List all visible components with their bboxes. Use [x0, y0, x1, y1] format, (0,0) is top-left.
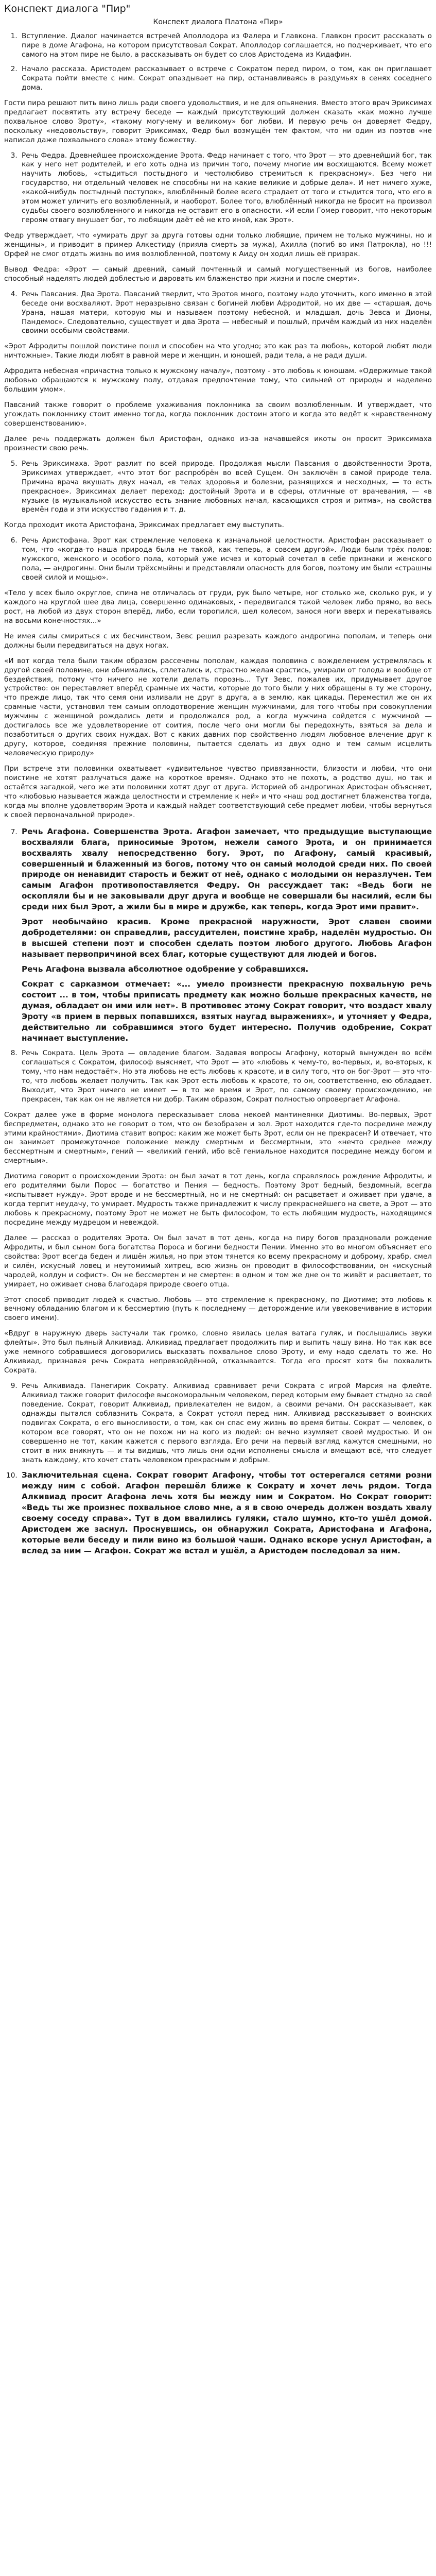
aristophanes-list: [4, 536, 432, 583]
list-item-text: Речь Эриксимаха. Эрот разлит по всей природе. Продолжая мысли Павсания о двойственности Эрота, Эриксимах утверждает, «что этот бог распробрён во всей Сущем. Он заключён в самой природе тела. Причина врача вкушать двух начал, «в телах здоровья и болезни, разнящихся и несходных, — то есть прекрасное». Эриксимах делает переход: достойный Эрота и в сферы, отличные от врачевания, — «в музыке (в музыкальной искусство есть знание любовных начал, касающихся строя и ритма», на свойства времён года и эти искусство гадания и т. д.: [22, 459, 432, 514]
list-item: [20, 290, 432, 336]
list-item: [20, 1049, 432, 1105]
list-item-text: Вступление. Диалог начинается встречей Аполлодора из Фалера и Главкона. Главкон просит рассказать о пире в доме Агафона, на котором присутствовал Сократ. Аполлодор соглашается, но подчеркивает, что его самого на этом пире не было, а рассказывать он будет со слов Аристодема из Кидафин.: [22, 32, 432, 59]
paragraph-guests: Гости пира решают пить вино лишь ради своего удовольствия, и не для опьянения. Вместо этого врач Эриксимах предлагает посвятить эту встречу беседе — каждый присутствующий должен сказать «как можно лучше похвальное слово Эроту», «такому могучему и великому» бог любви. И первую речь он доверяет Федру, поскольку «недовольству», говорит Эриксимах, Федр был возмущён тем фактом, что ни один из поэтов «не написал даже похвального слова» этому божеству.: [4, 98, 432, 144]
paragraph: «Тело у всех было округлое, спина не отличалась от груди, рук было четыре, ног столько же, сколько рук, и у каждого на круглой шее два лица, совершенно одинаковых, - передвигался такой человек либо прямо, во весь рост, на любой из двух сторон вперёд, либо, если торопился, шел колесом, занося ноги вверх и перекатываясь на восьми конечностях...»: [4, 589, 432, 625]
list-item: [20, 460, 432, 515]
list-item-text: Речь Сократа. Цель Эрота — овладение благом. Задавая вопросы Агафону, который вынужден во всём соглашаться с Сократом, философ выясняет, что Эрот — это «любовь к чему-то, во-первых, и, во-вторых, к тому, что нам недостаёт». Но эта любовь не есть любовь к красоте, и в силу того, что он бог-Эрот — это что-то, что любовь желает получить. Так как Эрот есть любовь к красоте, то он, соответственно, ею обладает. Выходит, что Эрот ничего не имеет — в то же время и Эрот, по самому своему происхождению, не прекрасен, так как он не является ни добр. Таким образом, Сократ полностью опровергает Агафона.: [22, 1049, 432, 1104]
paragraph: Павсаний также говорит о проблеме ухаживания поклонника за своим возлюбленным. И утверждает, что угождать поклоннику стоит именно тогда, когда поклонник достоин этого и когда это ведёт к «нравственному совершенствованию».: [4, 401, 432, 428]
paragraph: Речь Агафона вызвала абсолютное одобрение у собравшихся.: [22, 964, 309, 974]
list-item: [20, 32, 432, 60]
list-item-text: Речь Федра. Древнейшее происхождение Эрота. Федр начинает с того, что Эрот — это древнейший бог, так как у него нет родителей, и его хоть одна из причин того, почему многие им восхищаются. Всему может научить любовь, «стыдиться постыдного и честолюбиво стремиться к прекрасному». Без чего ни государство, ни отдельный человек не способны ни на какие великие и добрые дела». И нет ничего хуже, «какой-нибудь постыдный поступок», влюблённый более всего страдает от того и стыдится того, что его в этом может уличить его возлюбленный, и наоборот. Более того, влюблённый никогда не бросит на произвол судьбы своего возлюбленного и никогда не оставит его в опасности. «И если Гомер говорит, что некоторым героям отвагу внушает бог, то любящим даёт её не кто иной, как Эрот».: [22, 151, 432, 225]
paragraph: Диотима говорит о происхождении Эрота: он был зачат в тот день, когда справлялось рождение Афродиты, и его родителями были Порос — богатство и Пения — бедность. Поэтому Эрот бедный, бездомный, всегда «испытывает нужду». Эрот вроде и не бессмертный, но и не смертный: он расцветает и оживает при удаче, а когда терпит неудачу, то умирает. Мудрость также принадлежит к числу прекраснейшего на свете, а Эрот — это любовь к прекрасному, поэтому Эрот не может не быть философом, то есть любящим мудрость, находящимся посредине между мудрецом и невеждой.: [4, 1172, 432, 1227]
paragraph: Вывод Федра: «Эрот — самый древний, самый почтенный и самый могущественный из богов, наиболее способный наделять людей доблестью и даровать им блаженство при жизни и после смерти».: [4, 265, 432, 283]
paragraph: «Эрот Афродиты пошлой поистине пошл и способен на что угодно; это как раз та любовь, которой любят люди ничтожные». Такие люди любят в равной мере и женщин, и юношей, ради тела, а не ради души.: [4, 342, 432, 360]
paragraph: Далее речь поддержать должен был Аристофан, однако из-за начавшейся икоты он просит Эриксимаха произнести свою речь.: [4, 434, 432, 452]
paragraph: Этот способ приводит людей к счастью. Любовь — это стремление к прекрасному, по Диотиме; это любовь к вечному обладанию благом и к бессмертию (путь к последнему — деторождение или увековечивание в истории своего имени).: [4, 1295, 432, 1323]
paragraph: Когда проходит икота Аристофана, Эриксимах предлагает ему выступить.: [4, 521, 284, 530]
document-subtitle: Конспект диалога Платона «Пир»: [153, 18, 283, 26]
paragraph: Сократ далее уже в форме монолога пересказывает слова некоей мантинеянки Диотимы. Во-первых, Эрот беспредметен, однако это не говорит о том, что он безобразен и зол. Эрот находится где-то посредине между этими крайностями». Диотима ставит вопрос: каким же может быть Эрот, если он не прекрасен? И отвечает, что он занимает промежуточное положение между смертным и бессмертным, это «нечто среднее между бессмертным и смертным», гений — «великий гений, ибо всё гениальное находится посредине между богом и смертным».: [4, 1110, 432, 1165]
list-item: [20, 1470, 432, 1556]
list-item-text: Речь Алкивиада. Панегирик Сократу. Алкивиад сравнивает речи Сократа с игрой Марсия на флейте. Алкивиад также говорит философе высокоморальным человеком, перед которым ему бывает стыдно за своё поведение. Сократ, говорит Алкивиад, привлекателен не видом, а своими речами. Он рассказывает, как однажды пытался соблазнить Сократа, а Сократ устоял перед ним. Алкивиад рассказывает о воинских подвигах Сократа, о его выносливости, о том, как он спас ему жизнь во время битвы. Сократ — человек, о котором все говорят, что он не похож ни на кого из людей: он вечно изумляет своей мудростью. И он совершенно не тот, каким кажется с первого взгляда. Его речи на первый взгляд кажутся смешными, но стоит в них вникнуть — и ты видишь, что лишь они одни исполнены смысла и вмещают всё, что следует знать каждому, кто хочет стать человеком прекрасным и добрым.: [22, 1382, 432, 1464]
paragraph: «И вот когда тела были таким образом рассечены пополам, каждая половина с вожделением устремлялась к другой своей половине, они обнимались, сплетались и, страстно желая срастись, умирали от голода и вообще от бездействия, потому что ничего не хотели делать порознь... Тут Зевс, пожалев их, придумывает другое устройство: он переставляет вперёд срамные их части, которые до того были у них обращены в ту же сторону, что прежде лицо, так что семя они изливали не друг в друга, а в землю, как цикады. Переместил же он их срамные части, установил тем самым оплодотворение женщин мужчинами, для того чтобы при совокуплении мужчины с женщиной рождались дети и продолжался род, а когда мужчина сойдется с мужчиной — достигалось все же удовлетворение от соития, после чего они могли бы передохнуть, взяться за дела и позаботиться о других своих нуждах. Вот с каких давних пор свойственно людям любовное влечение друг к другу, которое, соединяя прежние половины, пытается сделать из двух одно и тем самым исцелить человеческую природу»: [4, 656, 432, 758]
paragraph: Далее — рассказ о родителях Эрота. Он был зачат в тот день, когда на пиру богов праздновали рождение Афродиты, и был сыном бога богатства Пороса и богини бедности Пении. Именно это во многом объясняет его свойства: Эрот всегда беден и лишён жилья, но при этом тянется ко всему прекрасному и доброму, храбр, смел и силён, искусный ловец и неутомимый хитрец, всю жизнь он проводит в философствовании, он «искусный чародей, колдун и софист». Он не бессмертен и не смертен: в одном и том же дне он то живёт и расцветает, то умирает, но оживает снова благодаря природе своего отца.: [4, 1233, 432, 1289]
paragraph: Эрот необычайно красив. Кроме прекрасной наружности, Эрот славен своими добродетелями: он справедлив, рассудителен, поистине храбр, наделён мудростью. Он в высшей степени поэт и способен сделать поэтом любого другого. Любовь Агафон называет первопричиной всех благ, которые существуют для людей и богов.: [22, 917, 432, 959]
agathon-list: [4, 826, 432, 1105]
list-item-text: Начало рассказа. Аристодем рассказывает о встрече с Сократом перед пиром, о том, как он приглашает Сократа пойти вместе с ним. Сократ опаздывает на пир, останавливаясь в раздумьях в сенях соседнего дома.: [22, 65, 432, 92]
list-item-text: Речь Аристофана. Эрот как стремление человека к изначальной целостности. Аристофан рассказывает о том, что «когда-то наша природа была не такой, как теперь, а совсем другой». Люди были трёх полов: мужского, женского и особого пола, который уже исчез и который сочетал в себе признаки и женского пола, — андрогины. Они были трёхсмыйны и представляли опасность для богов, поэтому им были «страшны своей силой и мощью».: [22, 536, 432, 582]
eryximachus-list: [4, 460, 432, 515]
paragraph: «Вдруг в наружную дверь застучали так громко, словно явилась целая ватага гуляк, и послышались звуки флейты». Это был пьяный Алкивиад. Алкивиад предлагает продолжить пир и выпить чашу вина. Но так как все уже немного собравшиеся договорились высказать похвальное слово Эроту, и ему надо сделать то же. Но Алкивиад, признавая речь Сократа непревзойдённой, отказывается. Тогда его просят хотя бы похвалить Сократа.: [4, 1329, 432, 1375]
list-item: [20, 151, 432, 226]
paragraph: Афродита небесная «причастна только к мужскому началу», поэтому - это любовь к юношам. «Одержимые такой любовью обращаются к мужскому полу, отдавая предпочтение тому, что сильней от природы и наделено большим умом».: [4, 367, 432, 394]
paragraph: Не имея силы смириться с их бесчинством, Зевс решил разрезать каждого андрогина пополам, и теперь они должны были передвигаться на двух ногах.: [4, 632, 432, 650]
pausanias-list: [4, 290, 432, 336]
list-item-text: Речь Павсания. Два Эрота. Павсаний твердит, что Эротов много, поэтому надо уточнить, кого именно в этой беседе они восхваляют. Эрот неразрывно связан с богиней любви Афродитой, но их две — «старшая, дочь Урана, нашая матери, которую мы и называем поэтому небесной, и младшая, дочь Зевса и Дионы, Пандемос». Следовательно, существует и два Эрота — небесный и пошлый, причём каждый из них наделён своими особыми свойствами.: [22, 290, 432, 335]
page-title: Конспект диалога "Пир": [4, 3, 131, 14]
list-item: [20, 65, 432, 93]
intro-list: [4, 32, 432, 93]
list-item-text: Заключительная сцена. Сократ говорит Агафону, чтобы тот остерегался сетями розни между ним с собой. Агафон перешёл ближе к Сократу и хочет лечь рядом. Тогда Алкивиад просит Агафона лечь хотя бы между ним и Сократом. Но Сократ говорит: «Ведь ты же произнес похвальное слово мне, а я в свою очередь должен воздать хвалу своему соседу справа». Тут в дом ввалились гуляки, стало шумно, кто-то ушёл домой. Аристодем же заснул. Проснувшись, он обнаружил Сократа, Аристофана и Агафона, которые вели беседу и пили вино из большой чаши. Однако вскоре уснул Аристофан, а вслед за ним — Агафон. Сократ же встал и ушёл, а Аристодем последовал за ним.: [22, 1470, 432, 1556]
paragraph: Сократ с сарказмом отмечает: «... умело произнести прекрасную похвальную речь состоит ... в том, чтобы приписать предмету как можно больше прекрасных качеств, не думая, обладает он ими или нет». В противовес этому Сократ говорит, что воздаст хвалу Эроту «в прием в первых попавшихся, взятых наугад выражениях», и уточняет у Федра, действительно ли собравшимся этого будет интересно. Получив одобрение, Сократ начинает выступление.: [22, 979, 432, 1043]
list-item-text: Речь Агафона. Совершенства Эрота. Агафон замечает, что предыдущие выступающие восхваляли блага, приносимые Эротом, нежели самого Эрота, и он принимается восхвалять хвалу непосредственно богу. Эрот, по Агафону, самый красивый, совершенный и блаженный из богов, потому что он самый молодой среди них. По своей природе он ненавидит старость и бежит от неё, однако с молодыми он неразлучен. Тем самым Агафон противопоставляется Федру. Он рассуждает так: «Ведь боги не оскопляли бы и не заковывали друг друга и вообще не совершали бы насилий, если бы среди них был Эрот, а жили бы в мире и дружбе, как теперь, когда Эрот ими правит».: [22, 826, 432, 912]
paragraph: При встрече эти половинки охватывает «удивительное чувство привязанности, близости и любви, что они поистине не хотят разлучаться даже на короткое время». Однако это не похоть, а родство душ, но так и остаётся загадкой, чего же эти половинки хотят друг от друга. Историей об андрогинах Аристофан объясняет, что «любовью называется жажда целостности и стремление к ней» и что «наш род достигнет блаженства тогда, когда мы вполне удовлетворим Эрота и каждый найдет соответствующий себе предмет любви, чтобы вернуться к своей первоначальной природе».: [4, 764, 432, 819]
list-item: [20, 1382, 432, 1465]
phaedrus-list: [4, 151, 432, 226]
alcibiades-list: [4, 1382, 432, 1556]
list-item: [20, 536, 432, 583]
paragraph: Федр утверждает, что «умирать друг за друга готовы одни только любящие, причем не только мужчины, но и женщины», и приводит в пример Алкестиду (прияла смерть за мужа), Ахилла (погиб во имя Патрокла), но !!! Орфей не смог отдать жизнь во имя возлюбленной, поэтому к Аиду он ходил лишь её призрак.: [4, 231, 432, 258]
list-item: [20, 826, 432, 1044]
